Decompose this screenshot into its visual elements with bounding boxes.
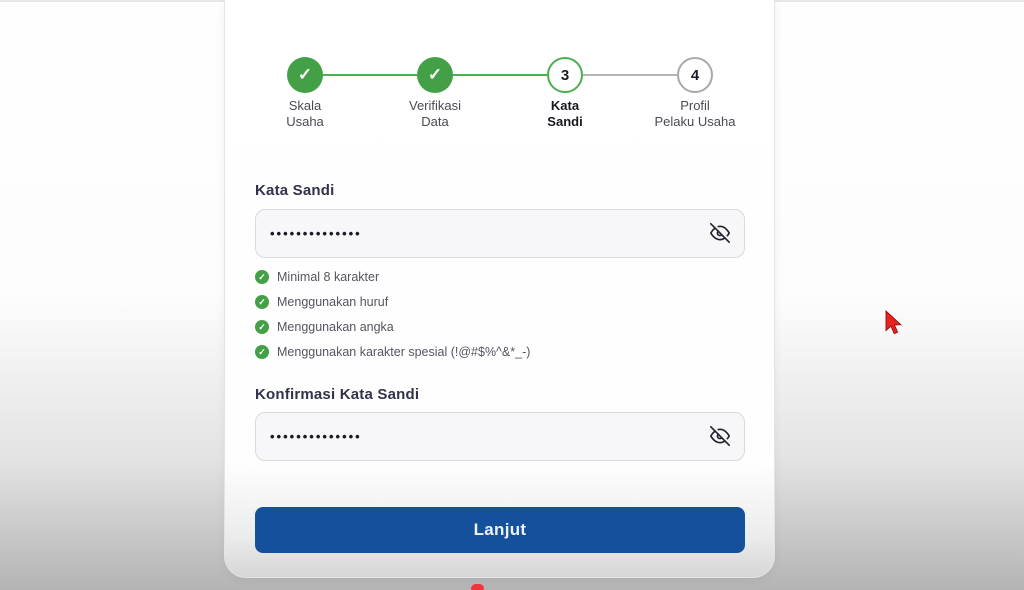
step-label-profil-pelaku-usaha: Profil Pelaku Usaha	[654, 98, 736, 129]
confirm-password-input[interactable]	[256, 413, 744, 460]
password-label: Kata Sandi	[255, 182, 335, 199]
check-circle-icon: ✓	[255, 295, 269, 309]
password-input[interactable]	[256, 210, 744, 257]
stepper-connector-1-2	[323, 74, 417, 76]
requirement-item	[255, 317, 530, 337]
requirement-text: Menggunakan karakter spesial (!@#$%^&*_-)	[277, 345, 531, 359]
step-label-skala-usaha: Skala Usaha	[286, 98, 324, 129]
mouse-cursor	[883, 310, 903, 337]
step-circle-kata-sandi[interactable]	[547, 57, 583, 93]
check-circle-icon: ✓	[255, 270, 269, 284]
red-logo-peek	[471, 584, 484, 590]
requirement-item	[255, 342, 530, 362]
check-icon: ✓	[427, 65, 443, 84]
requirement-text: Menggunakan huruf	[277, 295, 389, 309]
confirm-password-label: Konfirmasi Kata Sandi	[255, 386, 420, 403]
step-circle-skala-usaha[interactable]	[287, 57, 323, 93]
stepper-connector-3-4	[583, 74, 677, 76]
requirement-text: Minimal 8 karakter	[277, 270, 380, 284]
registration-card	[224, 0, 775, 578]
requirement-item	[255, 292, 530, 312]
confirm-password-field-wrapper	[255, 412, 745, 461]
confirm-password-visibility-toggle[interactable]	[706, 423, 734, 451]
eye-off-icon	[710, 223, 730, 246]
lanjut-button[interactable]: Lanjut	[255, 507, 745, 553]
requirement-item	[255, 267, 530, 287]
step-circle-profil-pelaku-usaha[interactable]	[677, 57, 713, 93]
stepper-connector-2-3	[453, 74, 547, 76]
password-field-wrapper	[255, 209, 745, 258]
step-label-kata-sandi: Kata Sandi	[547, 98, 583, 129]
password-visibility-toggle[interactable]	[706, 220, 734, 248]
check-circle-icon: ✓	[255, 320, 269, 334]
check-circle-icon: ✓	[255, 345, 269, 359]
step-number: 3	[560, 66, 570, 84]
requirement-text: Menggunakan angka	[277, 320, 394, 334]
check-icon: ✓	[297, 65, 313, 84]
step-label-verifikasi-data: Verifikasi Data	[408, 98, 462, 129]
password-requirements	[255, 267, 530, 367]
eye-off-icon	[710, 426, 730, 449]
step-circle-verifikasi-data[interactable]	[417, 57, 453, 93]
step-number: 4	[690, 66, 700, 84]
